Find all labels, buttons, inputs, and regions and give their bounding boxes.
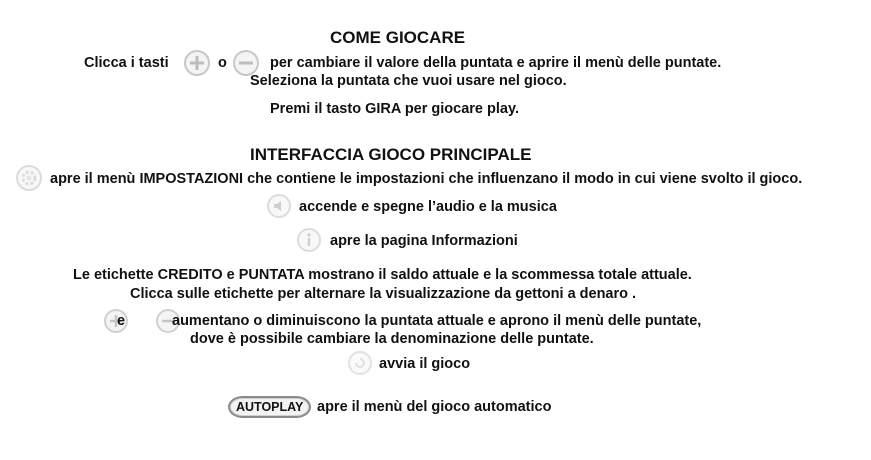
- plus-icon: [103, 308, 129, 334]
- how-to-line1-or: o: [218, 55, 227, 71]
- how-to-title: COME GIOCARE: [330, 28, 466, 47]
- how-to-line1-end: per cambiare il valore della puntata e aprire il menù delle puntate.: [270, 55, 722, 71]
- autoplay-button: AUTOPLAY: [228, 396, 311, 418]
- bet-line1: aumentano o diminuiscono la puntata attuale e aprono il menù delle puntate,: [172, 313, 702, 329]
- plus-icon: [183, 49, 211, 77]
- how-to-line2: Seleziona la puntata che vuoi usare nel gioco.: [250, 73, 567, 89]
- bet-line2: dove è possibile cambiare la denominazione delle puntate.: [190, 331, 594, 347]
- how-to-line3: Premi il tasto GIRA per giocare play.: [270, 101, 519, 117]
- bet-and: e: [117, 313, 126, 329]
- info-icon: [296, 227, 322, 253]
- info-text: apre la pagina Informazioni: [330, 233, 518, 249]
- labels-line1: Le etichette CREDITO e PUNTATA mostrano il saldo attuale e la scommessa totale attuale.: [73, 267, 692, 283]
- spin-text: avvia il gioco: [379, 356, 471, 372]
- autoplay-text: apre il menù del gioco automatico: [317, 399, 552, 415]
- settings-text: apre il menù IMPOSTAZIONI che contiene le impostazioni che influenzano il modo in cui viene svolto il gioco.: [50, 171, 803, 187]
- gear-icon: [15, 164, 43, 192]
- how-to-line1-start: Clicca i tasti: [84, 55, 169, 71]
- labels-line2: Clicca sulle etichette per alternare la visualizzazione da gettoni a denaro .: [130, 286, 637, 302]
- speaker-icon: [266, 193, 292, 219]
- audio-text: accende e spegne l’audio e la musica: [299, 199, 557, 215]
- spin-icon: [347, 350, 373, 376]
- interface-title: INTERFACCIA GIOCO PRINCIPALE: [250, 145, 532, 164]
